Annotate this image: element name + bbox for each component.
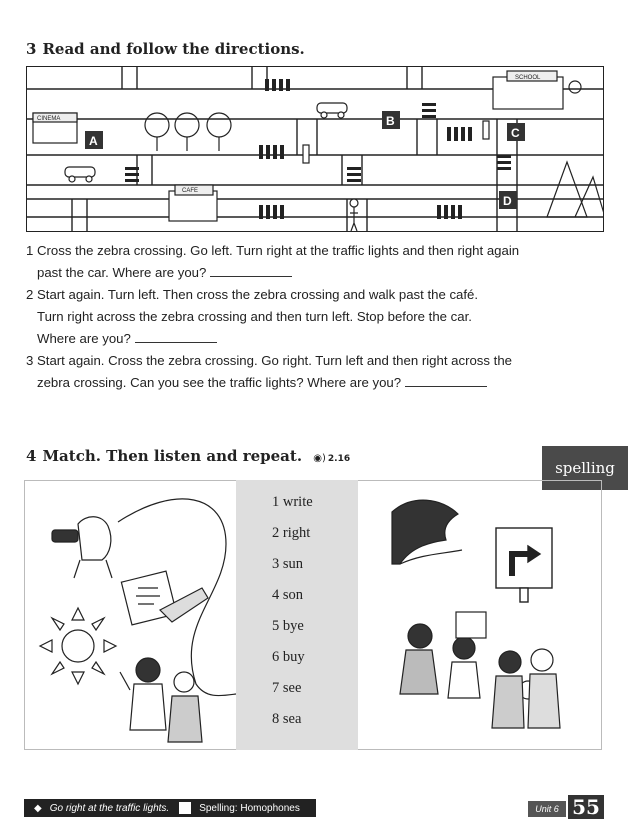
waving-people-icon [120, 658, 202, 742]
shopping-icon [400, 612, 486, 698]
street-map [26, 66, 604, 232]
school-sign: SCHOOL [515, 75, 541, 81]
map-marker-b: B [386, 114, 395, 128]
word-item[interactable]: 2 right [272, 525, 311, 541]
left-illustrations [26, 484, 236, 746]
hand-writing-icon [121, 571, 208, 625]
word-item[interactable]: 6 buy [272, 649, 305, 665]
word-item[interactable]: 7 see [272, 680, 302, 696]
street-map-drawing [27, 67, 604, 232]
direction-line: 2 Start again. Turn left. Then cross the zebra crossing and walk past the café. [26, 287, 479, 302]
cinema-sign: CINEMA [37, 116, 61, 122]
diamond-icon: ◆ [34, 802, 42, 814]
spelling-tab: spelling [542, 446, 628, 490]
word-item[interactable]: 3 sun [272, 556, 304, 572]
lesson-topic: Spelling: Homophones [199, 802, 300, 814]
sun-icon [40, 608, 116, 684]
direction-2 [26, 284, 606, 350]
section-3-heading [26, 40, 305, 58]
section-3-title: Read and follow the directions. [42, 40, 305, 58]
word-item[interactable]: 8 sea [272, 711, 302, 727]
audio-track-number: 2.16 [327, 454, 351, 464]
answer-blank-3[interactable] [405, 376, 487, 387]
direction-line: 1 Cross the zebra crossing. Go left. Turn right at the traffic lights and then right again [26, 243, 520, 258]
map-marker-d: D [503, 194, 512, 208]
section-4-heading [26, 447, 350, 465]
footer-bar [24, 799, 316, 817]
direction-line-with-blank [26, 372, 606, 394]
cafe-sign: CAFE [182, 188, 199, 194]
answer-blank-2[interactable] [135, 332, 217, 343]
answer-blank-1[interactable] [210, 266, 292, 277]
direction-line-with-blank [26, 328, 606, 350]
unit-label: Unit 6 [528, 801, 566, 817]
binoculars-woman-icon [52, 517, 112, 578]
direction-line: Turn right across the zebra crossing and then turn left. Stop before the car. [37, 309, 472, 324]
direction-1 [26, 240, 606, 284]
section-4-number: 4 [26, 447, 37, 465]
sea-wave-icon [392, 500, 462, 564]
word-item[interactable]: 1 write [272, 494, 313, 510]
right-turn-sign-icon [496, 528, 552, 602]
square-icon [179, 802, 191, 814]
word-item[interactable]: 5 bye [272, 618, 304, 634]
direction-3 [26, 350, 606, 394]
directions-list [26, 240, 606, 394]
lesson-goal: Go right at the traffic lights. [49, 802, 170, 814]
person-start-icon [350, 199, 358, 231]
word-column [236, 480, 358, 750]
family-son-icon [492, 649, 560, 728]
section-4-title: Match. Then listen and repeat. [42, 447, 303, 465]
page-number: 55 [568, 795, 604, 819]
section-3-number: 3 [26, 40, 37, 58]
direction-line: past the car. Where are you? [37, 265, 207, 280]
direction-line: 3 Start again. Cross the zebra crossing. Go right. Turn left and then right across the [26, 353, 512, 368]
word-item[interactable]: 4 son [272, 587, 304, 603]
map-marker-c: C [511, 126, 520, 140]
audio-icon[interactable]: ◉) [313, 453, 326, 464]
right-illustrations [362, 484, 600, 746]
direction-line: zebra crossing. Can you see the traffic lights? Where are you? [37, 375, 402, 390]
map-marker-a: A [89, 134, 98, 148]
direction-line: Where are you? [37, 331, 131, 346]
direction-line-with-blank [26, 262, 606, 284]
